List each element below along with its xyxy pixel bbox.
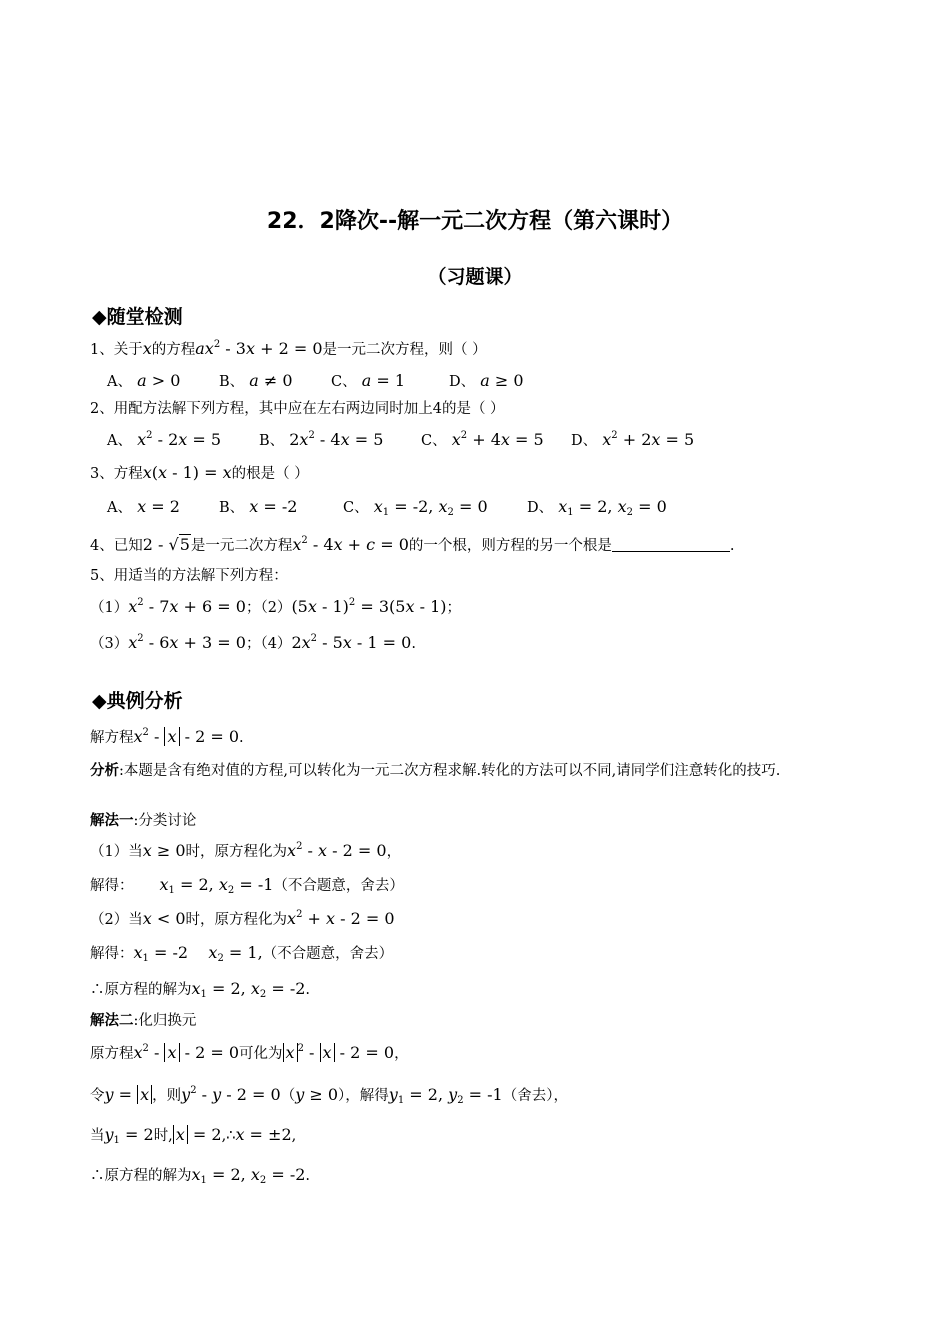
method-2-heading: 解法二:化归换元 (90, 1013, 197, 1029)
section-heading-quiz: ◆随堂检测 (92, 306, 183, 328)
method-2-conclusion: ∴原方程的解为$x_1 = 2$, $x_2 = -2$. (90, 1165, 311, 1186)
question-4: 4、已知2 - √5是一元二次方程$x^2 - 4x + c = 0$的一个根，则方程的另一个根是 . (90, 535, 735, 554)
method-1-case-1: （1）当x ≥ 0时，原方程化为$x^2 - x - 2 = 0$， (90, 841, 402, 860)
analysis-paragraph: 分析:本题是含有绝对值的方程,可以转化为一元二次方程求解.转化的方法可以不同,请同学们注意转化的技巧. (90, 763, 781, 779)
question-3: 3、方程x(x - 1) = x的根是（ ） (90, 463, 309, 482)
question-5: 5、用适当的方法解下列方程： (90, 568, 288, 584)
section-heading-examples: ◆典例分析 (92, 690, 183, 712)
question-2: 2、用配方法解下列方程，其中应在左右两边同时加上4的是（ ） (90, 401, 505, 417)
method-1-case-2: （2）当x < 0时，原方程化为$x^2 + x - 2 = 0$ (90, 909, 395, 928)
question-1: 1、关于x的方程$ax^2 - 3x + 2 = 0$是一元二次方程，则（ ） (90, 339, 487, 358)
question-2-options: A、 $x^2 - 2x = 5$ B、 $2x^2 - 4x = 5$ C、 $x^2 + 4x = 5$ D、 $x^2 + 2x = 5$ (107, 430, 695, 449)
method-1-solution-1: 解得： $x_1 = 2$, $x_2 = -1$（不合题意，舍去） (90, 875, 404, 896)
page-title: 22．2降次--解一元二次方程（第六课时） (266, 209, 684, 234)
answer-blank[interactable] (612, 537, 730, 552)
question-5-part-3-4: $(3)x^2 - 6x + 3 = 0$；$(4)2x^2 - 5x - 1 = 0$. (90, 633, 416, 652)
question-1-options: A、 a > 0 B、 a ≠ 0 C、 a = 1 D、 a ≥ 0 (107, 371, 524, 390)
method-1-heading: 解法一:分类讨论 (90, 813, 197, 829)
example-problem: 解方程$x^2 - x - 2 = 0$. (90, 727, 244, 746)
method-2-step-2: 令y = x ，则$y^2 - y - 2 = 0(y \ge 0)$，解得$y_1 = 2$, $y_2 = -1$（舍去）， (90, 1085, 568, 1106)
question-3-options: A、 x = 2 B、 x = -2 C、 $x_1 = -2$, $x_2 = 0$ D、 $x_1 = 2$, $x_2 = 0$ (107, 497, 667, 518)
method-2-step-1: 原方程$x^2 - x - 2 = 0$可化为 x $^2$ - x - 2 = 0， (90, 1043, 409, 1062)
question-5-part-1-2: $(1)x^2 - 7x + 6 = 0$；（2）(5x - 1)$^2$ = 3(5x - 1)； (90, 597, 461, 616)
method-1-solution-2: 解得：$x_1 = -2$ $x_2 = 1$,（不合题意，舍去） (90, 943, 394, 964)
page-subtitle: （习题课） (427, 266, 523, 288)
method-2-step-3: 当$y_1 = 2$时, x = 2,∴x = ±2, (90, 1125, 297, 1146)
method-1-conclusion: ∴原方程的解为$x_1 = 2$, $x_2 = -2$. (90, 979, 311, 1000)
